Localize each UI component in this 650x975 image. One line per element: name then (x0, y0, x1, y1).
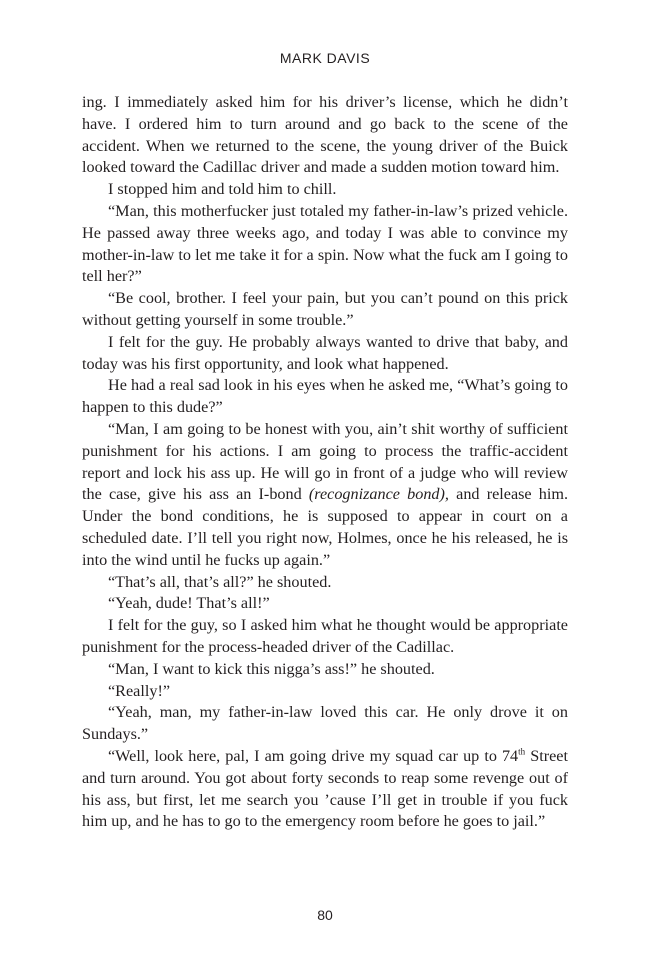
body-text (82, 92, 568, 833)
paragraph-7 (82, 419, 568, 572)
paragraph-8: “That’s all, that’s all?” he shouted. (108, 572, 332, 591)
paragraph-1: ing. I immediately asked him for his driver’s license, which he didn’t have. I ordered him to turn around and go back to the scene of the accident. When we returned to the scene, the young driver of the Buick looked toward the Cadillac driver and made a sudden motion toward him. (82, 93, 568, 177)
paragraph-9: “Yeah, dude! That’s all!” (108, 594, 270, 613)
running-head: MARK DAVIS (279, 50, 371, 66)
paragraph-2: I stopped him and told him to chill. (108, 180, 337, 199)
paragraph-7-text: “Man, I am going to be honest with you, ain’t shit worthy of sufficient punishment for his actions. I am going to process the traffic-accident report and lock his ass up. He will go in front of a judge who will review the case, give his ass an I-bond (82, 419, 568, 504)
page-number: 80 (317, 907, 333, 923)
paragraph-11: “Man, I want to kick this nigga’s ass!” he shouted. (108, 659, 435, 678)
paragraph-12: “Really!” (108, 681, 171, 700)
paragraph-4: “Be cool, brother. I feel your pain, but you can’t pound on this prick without getting yourself in some trouble.” (82, 289, 568, 329)
paragraph-14-text-end: Street and turn around. You got about forty seconds to reap some revenge out of his ass, but first, let me search you ’cause I’ll get in trouble if you fuck him up, and he has to go to the emergency room before he goes to jail.” (82, 746, 568, 831)
paragraph-3: “Man, this motherfucker just totaled my father-in-law’s prized vehicle. He passed away three weeks ago, and today I was able to convince my mother-in-law to let me take it for a spin. Now what the fuck am I going to tell her?” (82, 201, 568, 286)
paragraph-5: I felt for the guy. He probably always wanted to drive that baby, and today was his first opportunity, and look what happened. (82, 332, 568, 373)
paragraph-6: He had a real sad look in his eyes when he asked me, “What’s going to happen to this dude?” (82, 376, 568, 417)
paragraph-7-italic: (recognizance bond), (308, 485, 449, 504)
paragraph-10: I felt for the guy, so I asked him what he thought would be appropriate punishment for the process-headed driver of the Cadillac. (82, 616, 568, 656)
ordinal-superscript: th (518, 746, 526, 757)
paragraph-13: “Yeah, man, my father-in-law loved this car. He only drove it on Sundays.” (82, 703, 568, 744)
paragraph-14-text: “Well, look here, pal, I am going drive my squad car up to 74 (108, 746, 519, 765)
paragraph-14 (82, 746, 568, 833)
paragraph-7-text-end: and release him. Under the bond conditions, he is supposed to appear in court on a scheduled date. I’ll tell you right now, Holmes, once he his released, he is into the wind until he fucks up again.” (82, 485, 569, 569)
